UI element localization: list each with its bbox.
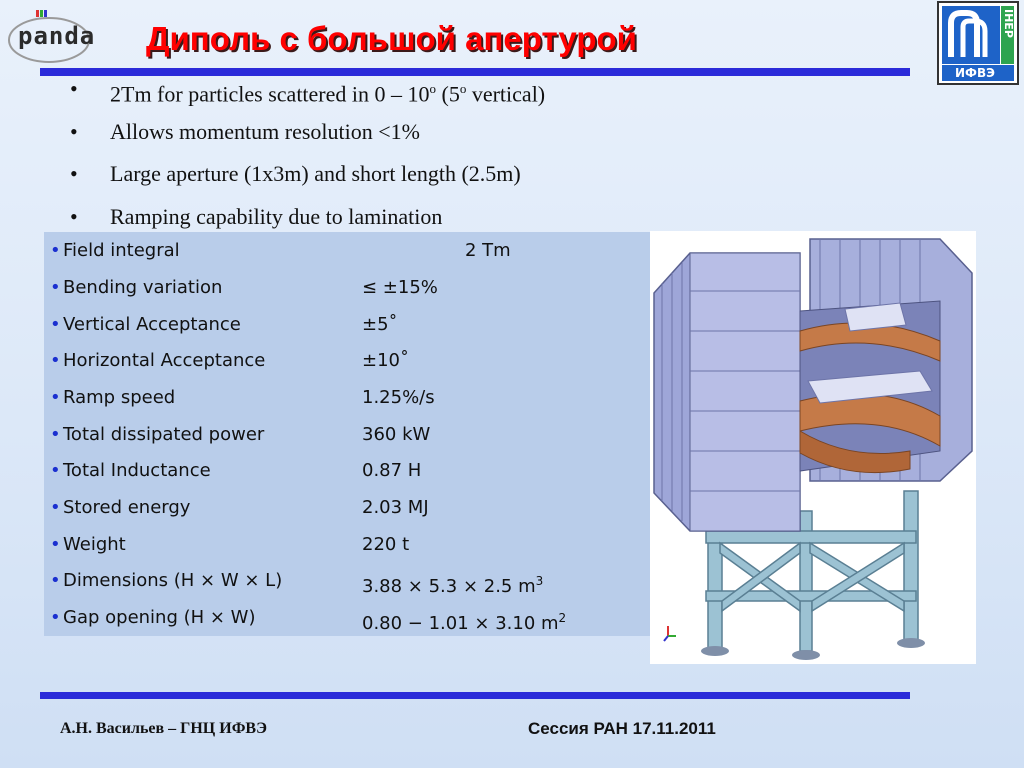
unit-superscript: 2 (558, 611, 567, 625)
slide-title: Диполь с большой апертурой (146, 20, 637, 57)
spec-label: Total Inductance (63, 460, 211, 481)
panda-logo (6, 6, 96, 68)
ihep-logo-text: ИФВЭ (955, 66, 995, 80)
spec-label: Bending variation (63, 277, 223, 298)
spec-value: ≤ ±15% (362, 277, 438, 298)
spec-bullet: • (50, 607, 61, 628)
spec-label: Ramp speed (63, 387, 176, 408)
bullet-marker: • (70, 76, 78, 101)
spec-bullet: • (50, 314, 61, 335)
spec-bullet: • (50, 350, 61, 371)
spec-bullet: • (50, 497, 61, 518)
spec-value: 360 kW (362, 424, 431, 445)
spec-value-text: 3.88 × 5.3 × 2.5 m (362, 576, 536, 597)
feature-text: Ramping capability due to lamination (110, 203, 443, 229)
spec-value: 0.87 H (362, 460, 422, 481)
unit-superscript: 3 (535, 574, 544, 588)
spec-value (362, 566, 543, 602)
feature-text: Allows momentum resolution <1% (110, 118, 420, 144)
spec-label: Weight (63, 534, 126, 555)
feature-item (70, 159, 545, 202)
spec-value-text: 0.80 − 1.01 × 3.10 m (362, 613, 559, 634)
footer-session-date: Сессия РАН 17.11.2011 (528, 719, 716, 738)
ihep-logo (937, 1, 1019, 85)
feature-text-end: vertical) (466, 81, 546, 107)
feature-text: Large aperture (1x3m) and short length (2.5m) (110, 161, 521, 186)
spec-value: 1.25%/s (362, 387, 435, 408)
degree-superscript: o (459, 81, 467, 96)
dipole-magnet-drawing (650, 231, 976, 664)
spec-bullet: • (50, 570, 61, 591)
feature-item (70, 117, 545, 160)
spec-label: Total dissipated power (63, 424, 265, 445)
spec-value: 2.03 MJ (362, 497, 429, 518)
spec-label: Gap opening (H × W) (63, 607, 256, 628)
spec-panel (44, 232, 650, 636)
spec-value: ±5˚ (362, 314, 398, 335)
spec-label: Vertical Acceptance (63, 314, 241, 335)
spec-bullet: • (50, 460, 61, 481)
degree-superscript: o (429, 81, 437, 96)
bottom-divider (40, 692, 910, 699)
footer-author: А.Н. Васильев – ГНЦ ИФВЭ (60, 720, 267, 737)
spec-value: ±10˚ (362, 350, 409, 371)
spec-label: Stored energy (63, 497, 191, 518)
panda-logo-text: panda (18, 22, 96, 50)
dipole-magnet-image (650, 231, 976, 664)
spec-label: Field integral (63, 240, 180, 261)
spec-bullet: • (50, 240, 61, 261)
spec-value (362, 603, 566, 639)
spec-label: Horizontal Acceptance (63, 350, 266, 371)
feature-list (70, 74, 545, 244)
feature-item (70, 74, 545, 117)
spec-label: Dimensions (H × W × L) (63, 570, 283, 591)
spec-bullet: • (50, 387, 61, 408)
feature-text: 2Tm for particles scattered in 0 – 10 (110, 81, 430, 107)
feature-text-mid: (5 (436, 81, 460, 107)
spec-value: 220 t (362, 534, 410, 555)
bullet-marker: • (70, 161, 78, 186)
ihep-logo-side-text: IHEP (1002, 9, 1015, 38)
spec-bullet: • (50, 534, 61, 555)
bullet-marker: • (70, 118, 78, 144)
spec-value: 2 Tm (465, 240, 511, 261)
spec-bullet: • (50, 277, 61, 298)
spec-bullet: • (50, 424, 61, 445)
bullet-marker: • (70, 203, 78, 229)
